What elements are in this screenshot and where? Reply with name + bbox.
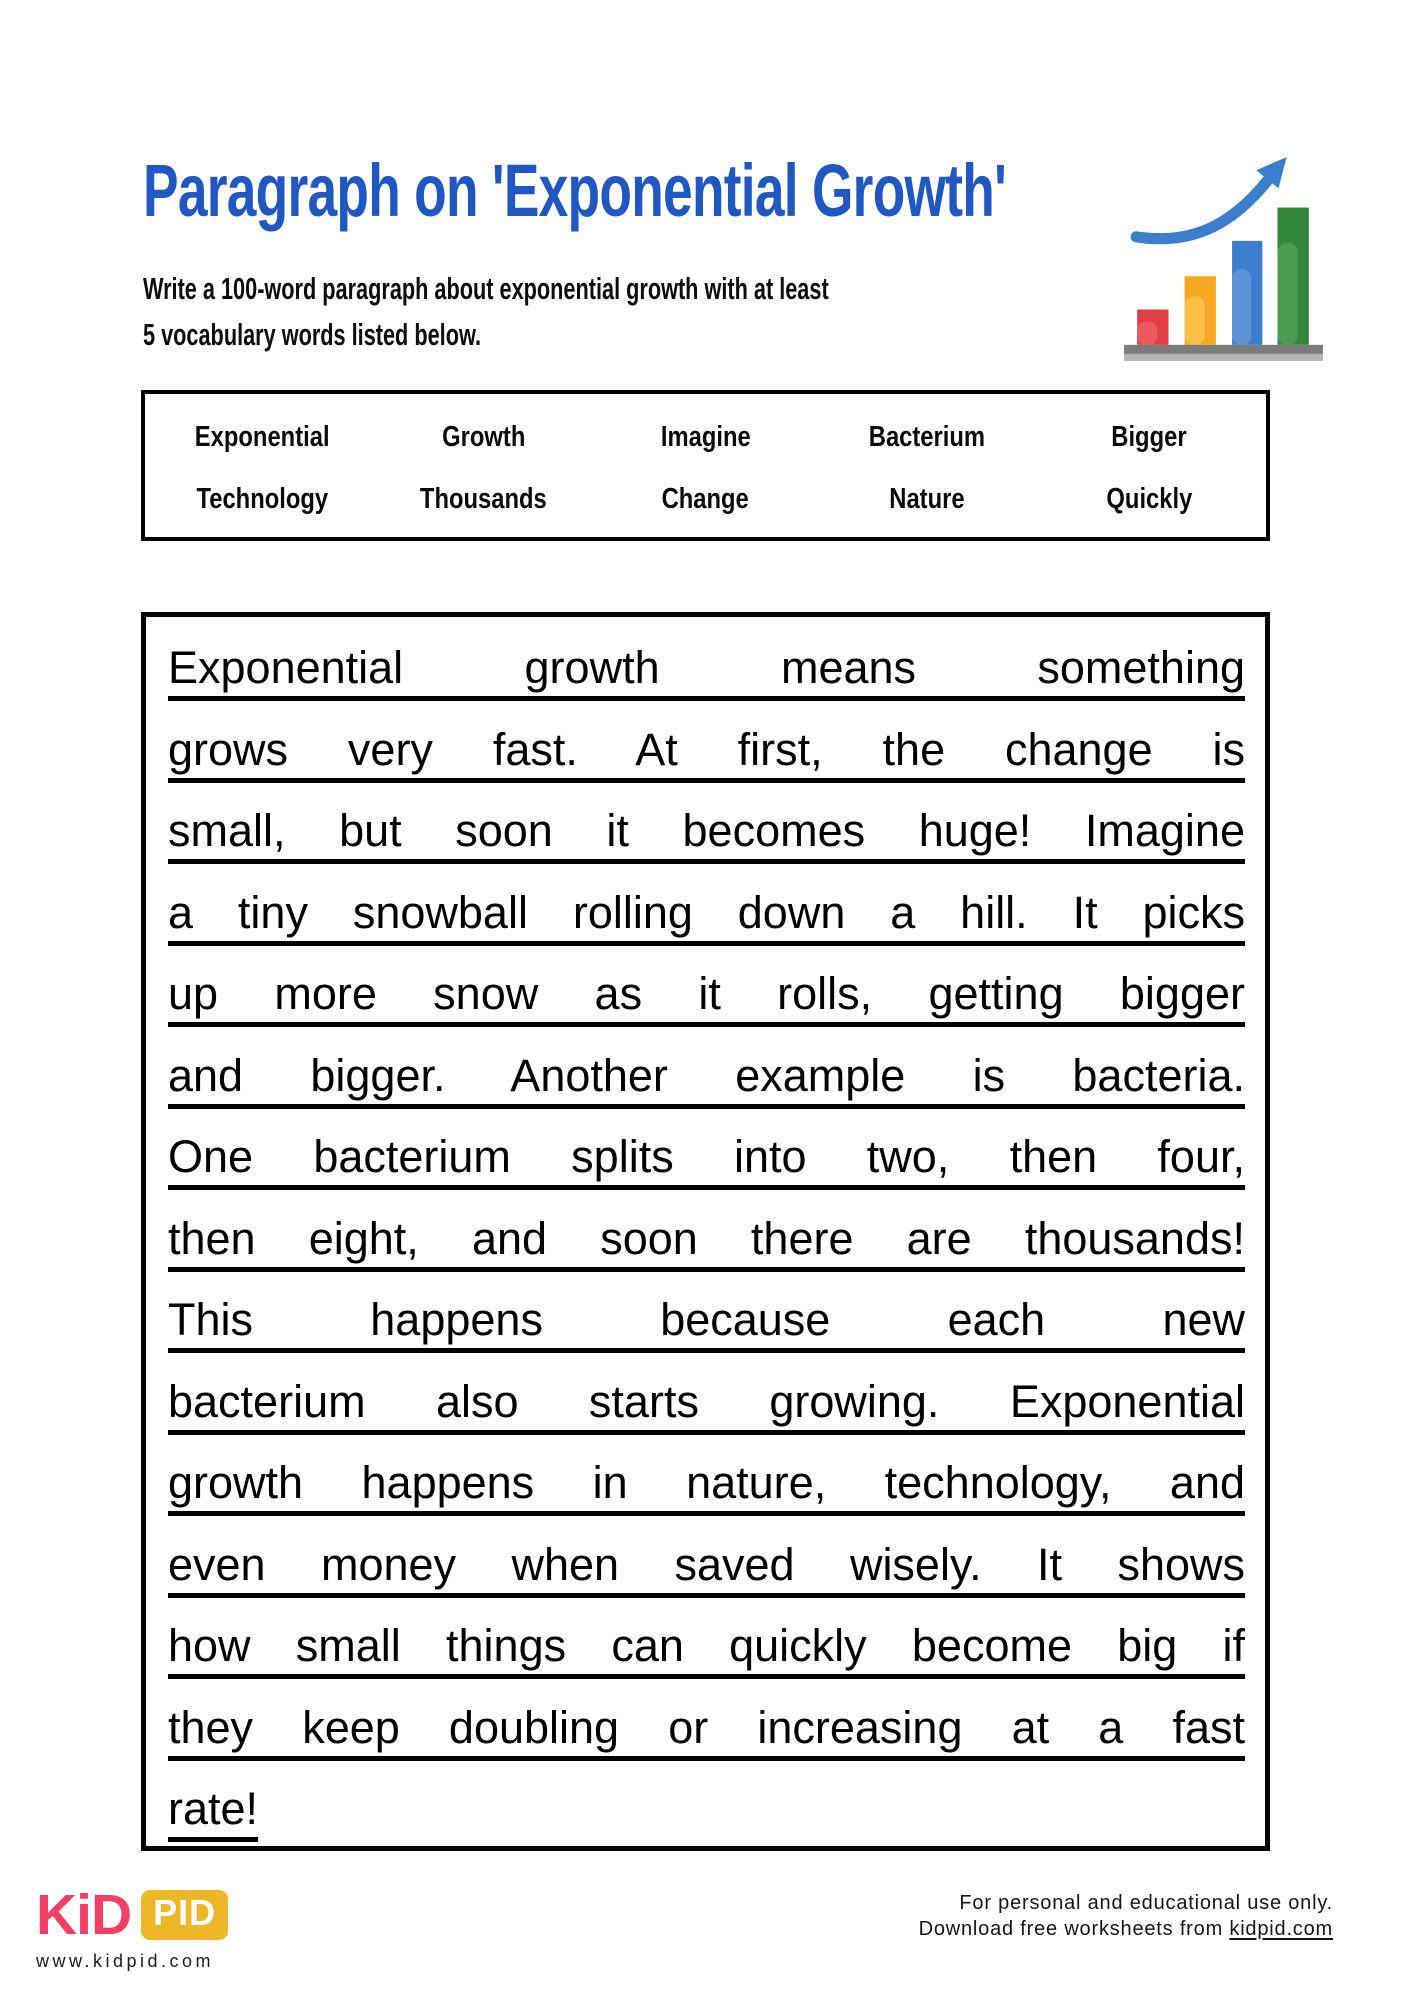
instructions-line-1: Write a 100-word paragraph about exponential growth with at least	[143, 271, 829, 306]
chart-base-light	[1124, 354, 1323, 361]
paragraph-line: a tiny snowball rolling down a hill. It picks	[168, 886, 1245, 938]
paragraph-line: This happens because each new	[168, 1294, 1245, 1345]
vocab-word-thousands: Thousands	[420, 483, 548, 516]
usage-note-line-2: Download free worksheets from kidpid.com	[918, 1918, 1333, 1940]
paragraph-line: even money when saved wisely. It shows	[168, 1538, 1245, 1590]
kidpid-logo	[36, 1883, 228, 1972]
page-title: Paragraph on 'Exponential Growth'	[143, 149, 1007, 232]
vocab-word-exponential: Exponential	[194, 420, 330, 453]
instructions-line-2: 5 vocabulary words listed below.	[143, 317, 482, 352]
logo-pid-text: PID	[153, 1892, 217, 1933]
usage-note-line-1: For personal and educational use only.	[959, 1892, 1333, 1914]
bar-blue-highlight	[1232, 269, 1251, 345]
paragraph-writing-box	[141, 612, 1270, 1851]
bar-red-highlight	[1137, 322, 1157, 345]
paragraph-line: how small things can quickly become big if	[168, 1620, 1245, 1671]
logo-kid-text: KiD	[36, 1883, 132, 1947]
chart-base-dark	[1124, 345, 1323, 354]
instructions	[143, 266, 1123, 358]
vocab-word-quickly: Quickly	[1106, 483, 1193, 516]
paragraph-line: small, but soon it becomes huge! Imagine	[168, 805, 1245, 856]
paragraph-line: growth happens in nature, technology, and	[168, 1457, 1245, 1508]
vocab-word-technology: Technology	[196, 483, 328, 516]
kidpid-link[interactable]: kidpid.com	[1229, 1918, 1333, 1940]
vocabulary-box	[141, 390, 1270, 541]
paragraph-line: Exponential growth means something	[168, 642, 1245, 693]
vocab-word-bigger: Bigger	[1111, 420, 1187, 453]
vocab-word-change: Change	[661, 483, 750, 516]
bar-orange-highlight	[1185, 296, 1205, 344]
vocab-word-nature: Nature	[889, 483, 965, 516]
growth-chart-icon	[1124, 150, 1324, 362]
logo-pid-badge	[141, 1890, 228, 1940]
vocab-word-bacterium: Bacterium	[869, 420, 986, 453]
paragraph-line: up more snow as it rolls, getting bigger	[168, 968, 1245, 1019]
trend-arrow	[1136, 170, 1275, 239]
paragraph-line: and bigger. Another example is bacteria.	[168, 1049, 1245, 1101]
paragraph-line: bacterium also starts growing. Exponential	[168, 1375, 1245, 1427]
paragraph-line: they keep doubling or increasing at a fast	[168, 1701, 1245, 1753]
usage-note	[919, 1890, 1333, 1942]
bar-green-highlight	[1278, 243, 1298, 345]
logo-website-url[interactable]: www.kidpid.com	[36, 1951, 215, 1971]
paragraph-line: rate!	[168, 1783, 259, 1834]
paragraph-line: then eight, and soon there are thousands!	[168, 1212, 1245, 1264]
vocab-word-imagine: Imagine	[660, 420, 751, 453]
vocab-word-growth: Growth	[442, 420, 526, 453]
paragraph-line: One bacterium splits into two, then four,	[168, 1131, 1245, 1182]
paragraph-line: grows very fast. At first, the change is	[168, 723, 1245, 775]
